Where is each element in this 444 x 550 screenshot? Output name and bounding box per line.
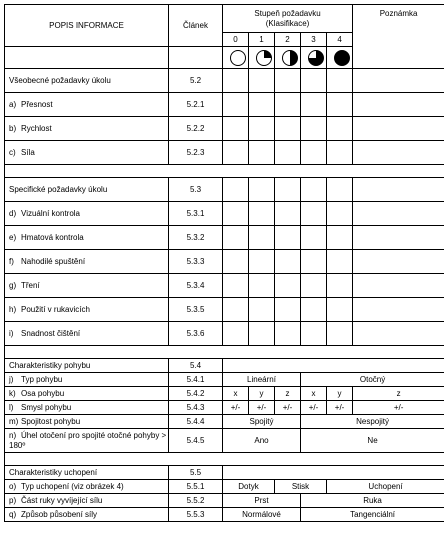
row-mark: m) [9, 416, 19, 426]
row-text: Úhel otočení pro spojité otočné pohyby > 180º [9, 430, 167, 450]
row-clanek: 5.5.3 [169, 508, 223, 522]
section-grip-label: Charakteristiky uchopení [5, 466, 169, 480]
row-mark: h) [9, 304, 17, 314]
header-poznamka: Poznámka [353, 5, 444, 69]
row-p [5, 494, 169, 508]
row-clanek: 5.3.6 [169, 322, 223, 346]
sign-cell: +/- [249, 401, 275, 415]
row-text: Smysl pohybu [21, 402, 72, 412]
row-mark: d) [9, 208, 17, 218]
classification-table [4, 4, 444, 522]
row-text: Přesnost [21, 99, 53, 109]
level-0: 0 [223, 33, 249, 47]
symbol-cell [301, 47, 327, 69]
row-k [5, 387, 169, 401]
section-movement-clanek: 5.4 [169, 359, 223, 373]
row-text: Typ pohybu [21, 374, 63, 384]
row-clanek: 5.4.5 [169, 429, 223, 453]
half-filled-circle-icon [281, 49, 299, 67]
option-ano: Ano [223, 429, 301, 453]
row-text: Spojitost pohybu [21, 416, 81, 426]
row-o [5, 480, 169, 494]
row-mark: n) [9, 430, 17, 440]
axis-cell: y [327, 387, 353, 401]
empty-circle-icon [229, 49, 247, 67]
row-text: Rychlost [21, 123, 52, 133]
spacer-row [5, 165, 444, 178]
option-stisk: Stisk [275, 480, 327, 494]
row-clanek: 5.2.2 [169, 117, 223, 141]
blank-cell [5, 47, 169, 69]
row-mark: i) [9, 328, 14, 338]
row-clanek: 5.2.1 [169, 93, 223, 117]
row-g [5, 274, 169, 298]
level-3: 3 [301, 33, 327, 47]
section-general-label: Všeobecné požadavky úkolu [5, 69, 169, 93]
header-klasifikace-label: (Klasifikace) [265, 18, 310, 28]
axis-cell: y [249, 387, 275, 401]
row-clanek: 5.3.1 [169, 202, 223, 226]
row-b [5, 117, 169, 141]
row-e [5, 226, 169, 250]
row-text: Hmatová kontrola [21, 232, 84, 242]
section-grip-clanek: 5.5 [169, 466, 223, 480]
row-clanek: 5.3.5 [169, 298, 223, 322]
level-2: 2 [275, 33, 301, 47]
row-j [5, 373, 169, 387]
row-mark: o) [9, 481, 17, 491]
spacer-row [5, 346, 444, 359]
row-clanek: 5.4.2 [169, 387, 223, 401]
row-text: Způsob působení síly [21, 509, 98, 519]
row-f [5, 250, 169, 274]
row-text: Část ruky vyvíjející sílu [21, 495, 103, 505]
row-a [5, 93, 169, 117]
full-circle-icon [333, 49, 351, 67]
row-clanek: 5.4.3 [169, 401, 223, 415]
level-4: 4 [327, 33, 353, 47]
row-mark: q) [9, 509, 17, 519]
quarter-filled-circle-icon [255, 49, 273, 67]
option-ruka: Ruka [301, 494, 444, 508]
section-general-clanek: 5.2 [169, 69, 223, 93]
axis-cell: z [275, 387, 301, 401]
section-specific-label: Specifické požadavky úkolu [5, 178, 169, 202]
option-otocny: Otočný [301, 373, 444, 387]
row-clanek: 5.5.1 [169, 480, 223, 494]
row-text: Typ uchopení (viz obrázek 4) [21, 481, 124, 491]
spacer-row [5, 453, 444, 466]
sign-cell: +/- [327, 401, 353, 415]
option-nespojity: Nespojitý [301, 415, 444, 429]
row-d [5, 202, 169, 226]
symbol-cell [223, 47, 249, 69]
row-h [5, 298, 169, 322]
row-clanek: 5.3.2 [169, 226, 223, 250]
axis-cell: x [301, 387, 327, 401]
header-stupen-label: Stupeň požadavku [254, 8, 321, 18]
row-text: Osa pohybu [21, 388, 65, 398]
axis-cell: z [353, 387, 444, 401]
row-clanek: 5.4.1 [169, 373, 223, 387]
option-tangencialni: Tangenciální [301, 508, 444, 522]
row-clanek: 5.3.3 [169, 250, 223, 274]
row-clanek: 5.2.3 [169, 141, 223, 165]
option-prst: Prst [223, 494, 301, 508]
row-mark: e) [9, 232, 17, 242]
row-m [5, 415, 169, 429]
row-mark: b) [9, 123, 17, 133]
header-popis: POPIS INFORMACE [5, 5, 169, 47]
row-mark: p) [9, 495, 17, 505]
row-text: Snadnost čištění [21, 328, 81, 338]
section-specific-clanek: 5.3 [169, 178, 223, 202]
option-ne: Ne [301, 429, 444, 453]
row-mark: f) [9, 256, 14, 266]
header-stupen [223, 5, 353, 33]
row-text: Použití v rukavicích [21, 304, 90, 314]
row-text: Síla [21, 147, 35, 157]
level-1: 1 [249, 33, 275, 47]
row-text: Nahodilé spuštění [21, 256, 86, 266]
symbol-cell [249, 47, 275, 69]
header-clanek: Článek [169, 5, 223, 47]
row-c [5, 141, 169, 165]
sign-cell: +/- [301, 401, 327, 415]
row-l [5, 401, 169, 415]
row-mark: g) [9, 280, 17, 290]
row-text: Tření [21, 280, 40, 290]
row-clanek: 5.5.2 [169, 494, 223, 508]
sign-cell: +/- [275, 401, 301, 415]
row-clanek: 5.3.4 [169, 274, 223, 298]
option-normalove: Normálové [223, 508, 301, 522]
row-mark: j) [9, 374, 14, 384]
axis-cell: x [223, 387, 249, 401]
row-clanek: 5.4.4 [169, 415, 223, 429]
row-mark: c) [9, 147, 16, 157]
row-n [5, 429, 169, 453]
option-linearni: Lineární [223, 373, 301, 387]
symbol-cell [275, 47, 301, 69]
section-movement-label: Charakteristiky pohybu [5, 359, 169, 373]
three-quarter-filled-circle-icon [307, 49, 325, 67]
symbol-cell [327, 47, 353, 69]
option-uchopeni: Uchopení [327, 480, 444, 494]
blank-cell [169, 47, 223, 69]
sign-cell: +/- [223, 401, 249, 415]
row-text: Vizuální kontrola [21, 208, 80, 218]
option-dotyk: Dotyk [223, 480, 275, 494]
row-i [5, 322, 169, 346]
option-spojity: Spojitý [223, 415, 301, 429]
row-mark: l) [9, 402, 14, 412]
sign-cell: +/- [353, 401, 444, 415]
row-mark: a) [9, 99, 17, 109]
row-q [5, 508, 169, 522]
row-mark: k) [9, 388, 16, 398]
